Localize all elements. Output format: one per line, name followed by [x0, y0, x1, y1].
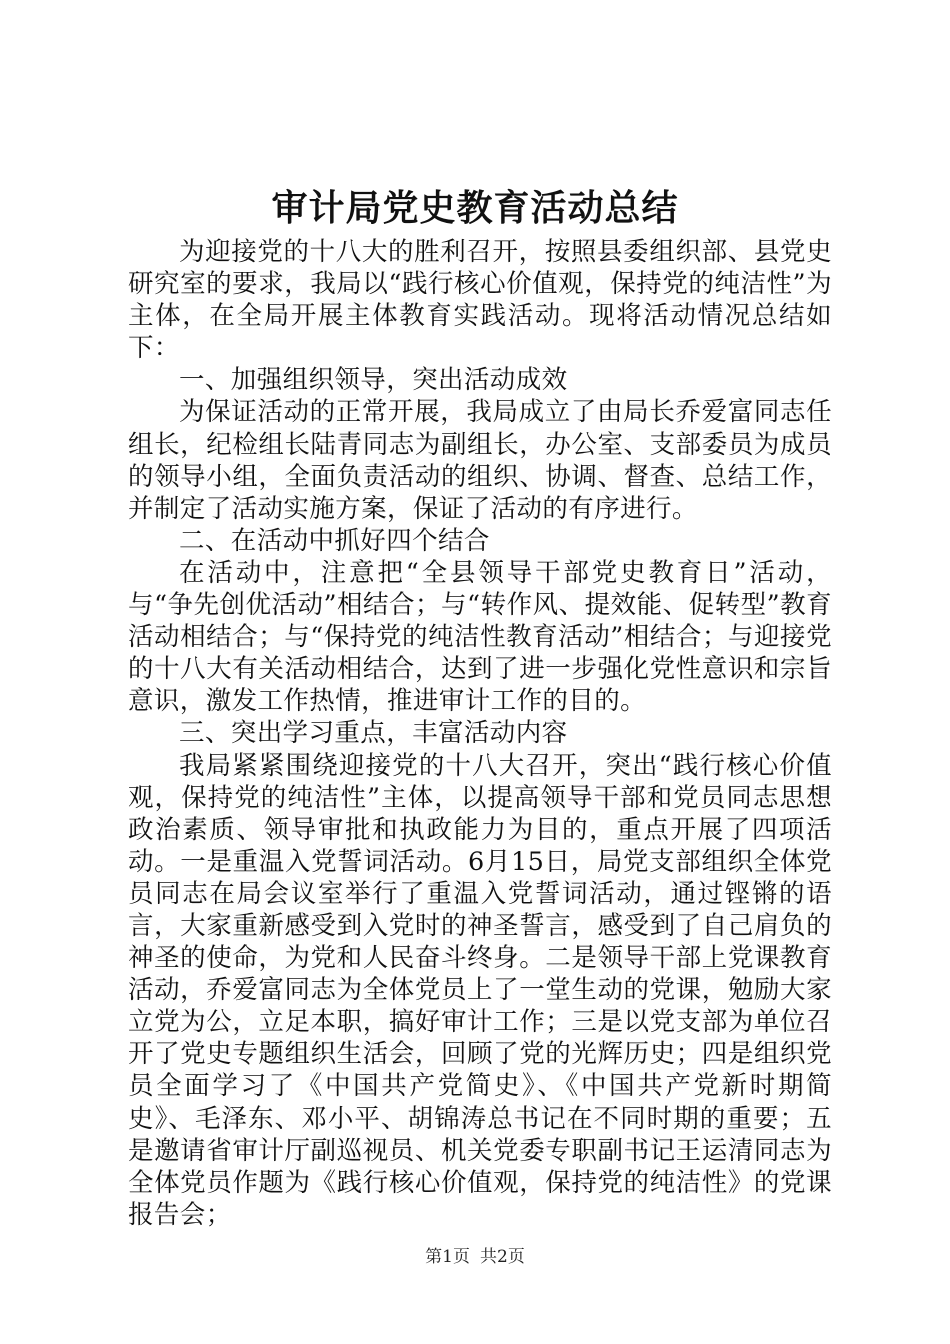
document-title: 审计局党史教育活动总结	[271, 187, 679, 229]
intro-paragraph: 为迎接党的十八大的胜利召开，按照县委组织部、县党史研究室的要求，我局以“践行核心价值观，保持党的纯洁性”为主体，在全局开展主体教育实践活动。现将活动情况总结如下：	[128, 237, 832, 364]
section-1-paragraph: 为保证活动的正常开展，我局成立了由局长乔爱富同志任组长，纪检组长陆青同志为副组长，办公室、支部委员为成员的领导小组，全面负责活动的组织、协调、督查、总结工作，并制定了活动实施方案，保证了活动的有序进行。	[128, 397, 832, 524]
document-body	[128, 236, 832, 1231]
page-number: 第1页	[425, 1247, 470, 1267]
section-heading-2: 二、在活动中抓好四个结合	[179, 525, 490, 556]
page-total: 共2页	[480, 1247, 525, 1267]
section-3-paragraph: 我局紧紧围绕迎接党的十八大召开，突出“践行核心价值观，保持党的纯洁性”主体，以提高领导干部和党员同志思想政治素质、领导审批和执政能力为目的，重点开展了四项活动。一是重温入党誓词活动。6月15日，局党支部组织全体党员同志在局会议室举行了重温入党誓词活动，通过铿锵的语言，大家重新感受到入党时的神圣誓言，感受到了自己肩负的神圣的使命，为党和人民奋斗终身。二是领导干部上党课教育活动，乔爱富同志为全体党员上了一堂生动的党课，勉励大家立党为公，立足本职，搞好审计工作；三是以党支部为单位召开了党史专题组织生活会，回顾了党的光辉历史；四是组织党员全面学习了《中国共产党简史》、《中国共产党新时期简史》、毛泽东、邓小平、胡锦涛总书记在不同时期的重要；五是邀请省审计厅副巡视员、机关党委专职副书记王运清同志为全体党员作题为《践行核心价值观，保持党的纯洁性》的党课报告会；	[128, 750, 832, 1230]
page-footer	[0, 1245, 950, 1269]
section-heading-3: 三、突出学习重点，丰富活动内容	[179, 718, 568, 749]
section-2-paragraph: 在活动中，注意把“全县领导干部党史教育日”活动，与“争先创优活动”相结合；与“转作风、提效能、促转型”教育活动相结合；与“保持党的纯洁性教育活动”相结合；与迎接党的十八大有关活动相结合，达到了进一步强化党性意识和宗旨意识，激发工作热情，推进审计工作的目的。	[128, 557, 832, 717]
section-heading-1: 一、加强组织领导，突出活动成效	[179, 365, 568, 396]
